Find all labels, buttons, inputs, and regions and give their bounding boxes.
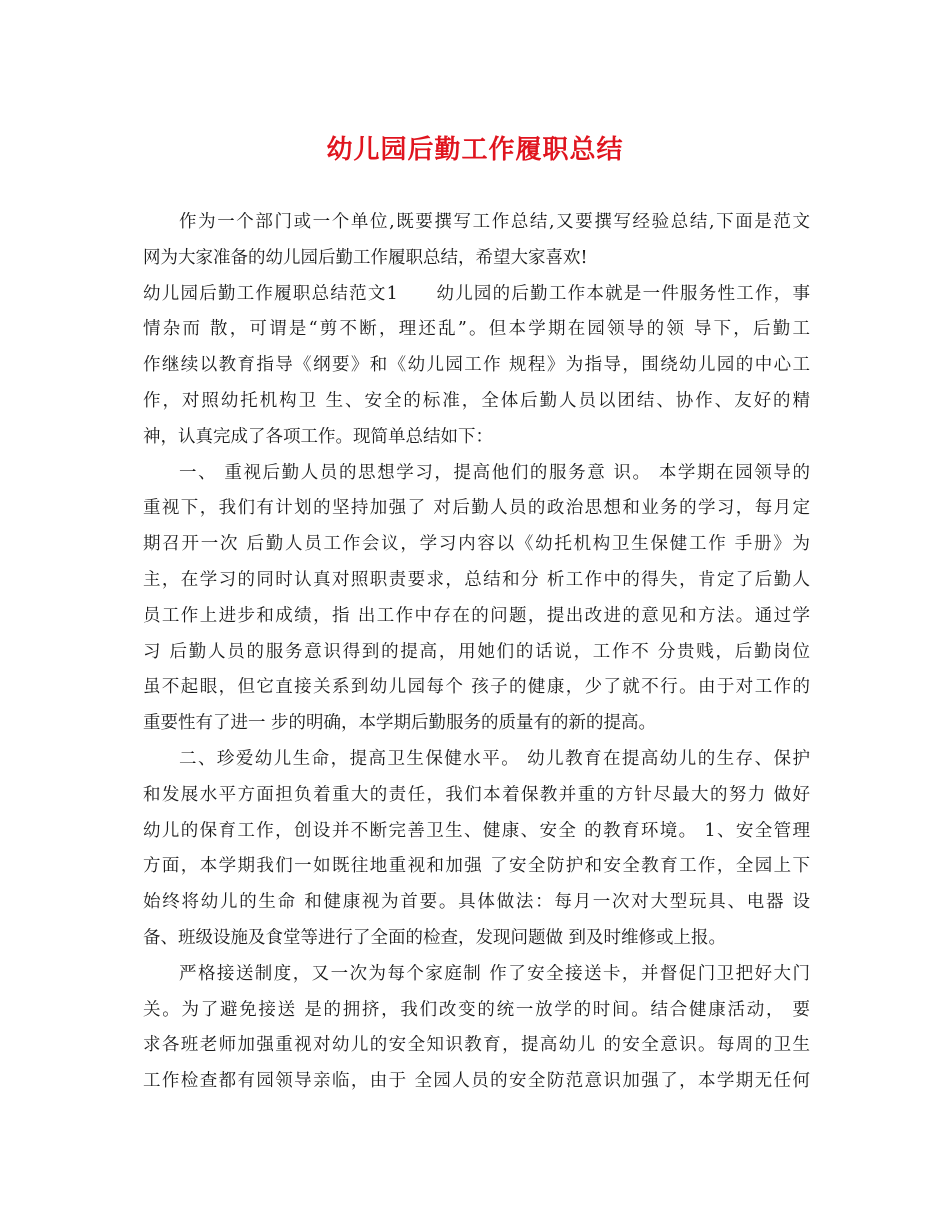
text-line: 虽不起眼，但它直接关系到幼儿园每个 孩子的健康，少了就不行。由于对工作的 bbox=[143, 677, 810, 698]
text-line: 主，在学习的同时认真对照职责要求，总结和分 析工作中的得失，肯定了后勤人 bbox=[143, 569, 810, 590]
text-line: 工作检查都有园领导亲临，由于 全园人员的安全防范意识加强了，本学期无任何 bbox=[143, 1071, 810, 1092]
text-line: 期召开一次 后勤人员工作会议，学习内容以《幼托机构卫生保健工作 手册》为 bbox=[143, 534, 810, 555]
text-line: 员工作上进步和成绩，指 出工作中存在的问题，提出改进的意见和方法。通过学 bbox=[143, 605, 810, 626]
document-body bbox=[143, 205, 810, 1100]
text-line: 幼儿的保育工作，创设并不断完善卫生、健康、安全 的教育环境。 1、安全管理 bbox=[143, 820, 810, 841]
text-line: 和发展水平方面担负着重大的责任，我们本着保教并重的方针尽最大的努力 做好 bbox=[143, 784, 810, 805]
text-line: 作继续以教育指导《纲要》和《幼儿园工作 规程》为指导，围绕幼儿园的中心工 bbox=[143, 355, 810, 376]
text-line: 备、班级设施及食堂等进行了全面的检查，发现问题做 到及时维修或上报。 bbox=[143, 927, 727, 948]
text-line: 网为大家准备的幼儿园后勤工作履职总结，希望大家喜欢! bbox=[143, 247, 588, 268]
text-line: 严格接送制度，又一次为每个家庭制 作了安全接送卡，并督促门卫把好大门 bbox=[179, 963, 810, 984]
text-line: 神，认真完成了各项工作。现简单总结如下： bbox=[143, 426, 493, 447]
text-line: 求各班老师加强重视对幼儿的安全知识教育，提高幼儿 的安全意识。每周的卫生 bbox=[143, 1035, 810, 1056]
text-line: 习 后勤人员的服务意识得到的提高，用她们的话说，工作不 分贵贱，后勤岗位 bbox=[143, 641, 810, 662]
text-line: 始终将幼儿的生命 和健康视为首要。具体做法：每月一次对大型玩具、电器 设 bbox=[143, 892, 810, 913]
text-line: 方面，本学期我们一如既往地重视和加强 了安全防护和安全教育工作，全园上下 bbox=[143, 856, 810, 877]
text-line: 二、珍爱幼儿生命，提高卫生保健水平。 幼儿教育在提高幼儿的生存、保护 bbox=[179, 748, 810, 769]
document-title: 幼儿园后勤工作履职总结 bbox=[326, 135, 624, 165]
text-line: 重视下，我们有计划的坚持加强了 对后勤人员的政治思想和业务的学习，每月定 bbox=[143, 498, 810, 519]
text-line: 一、 重视后勤人员的思想学习，提高他们的服务意 识。 本学期在园领导的 bbox=[179, 462, 810, 483]
text-line: 作，对照幼托机构卫 生、安全的标准，全体后勤人员以团结、协作、友好的精 bbox=[143, 390, 810, 411]
text-line: 幼儿园后勤工作履职总结范文1 幼儿园的后勤工作本就是一件服务性工作，事 bbox=[143, 283, 810, 304]
text-line: 重要性有了进一 步的明确，本学期后勤服务的质量有的新的提高。 bbox=[143, 713, 657, 734]
text-line: 关。为了避免接送 是的拥挤，我们改变的统一放学的时间。结合健康活动， 要 bbox=[143, 999, 810, 1020]
text-line: 情杂而 散，可谓是“剪不断，理还乱”。但本学期在园领导的领 导下，后勤工 bbox=[143, 319, 810, 340]
text-line: 作为一个部门或一个单位,既要撰写工作总结,又要撰写经验总结,下面是范文 bbox=[179, 212, 810, 232]
